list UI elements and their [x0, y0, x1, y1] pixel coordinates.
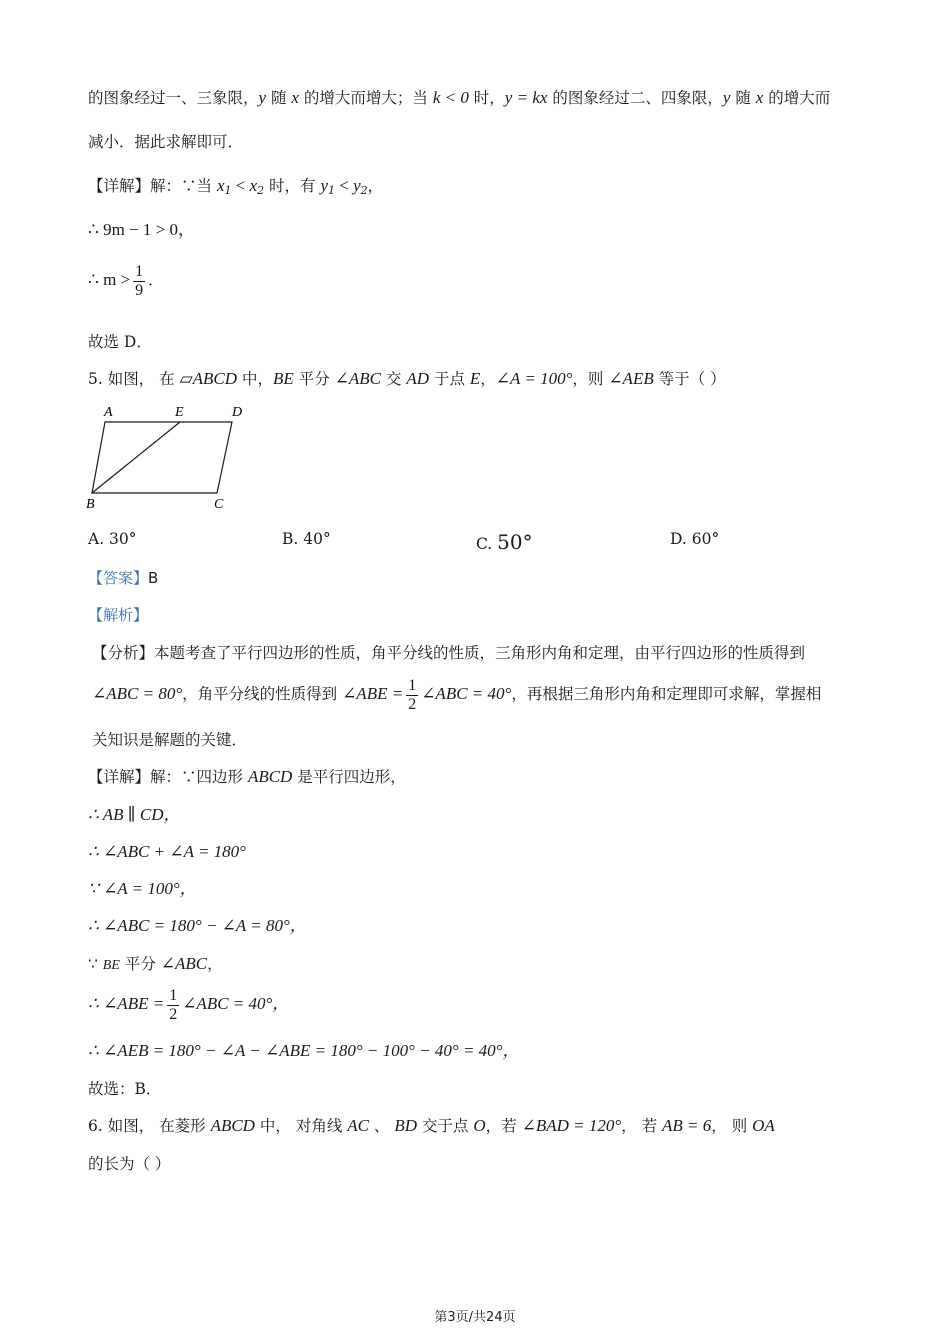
detail-line-3: ∴ m > $\frac{1}{9}$ ．	[88, 262, 164, 299]
parallelogram-abcd	[92, 422, 232, 493]
answer-line: 【答案】B	[88, 569, 159, 587]
option-c[interactable]: C. 50°	[476, 530, 533, 554]
detail-5-line-5: ∴ ∠ABC = 180° − ∠A = 80°，	[88, 916, 307, 935]
page-footer: 第3页/共24页	[434, 1310, 516, 1325]
detail-5-line-1: 【详解】解：∵四边形 ABCD 是平行四边形，	[88, 767, 406, 786]
option-a[interactable]: A. 30°	[88, 530, 137, 548]
option-b[interactable]: B. 40°	[282, 530, 331, 548]
detail-5-line-2: ∴ AB ∥ CD，	[88, 805, 181, 824]
detail-5-line-3: ∴ ∠ABC + ∠A = 180°	[88, 842, 246, 861]
segment-be	[92, 422, 180, 493]
analysis-line-1: 【分析】本题考查了平行四边形的性质，角平分线的性质，三角形内角和定理，由平行四边形的性质得到	[92, 644, 806, 662]
analysis-line-2: ∠ABC = 80°，角平分线的性质得到 ∠ABE = $\frac{1}{2}$ ∠ABC = 40°，再根据三角形内角和定理即可求解，掌握相	[92, 676, 822, 713]
analysis-line-3: 关知识是解题的关键．	[92, 731, 248, 749]
text-line-2: 减小．据此求解即可．	[88, 133, 244, 151]
question-6-line-1: 6. 如图， 在菱形 ABCD 中， 对角线 AC 、 BD 交于点 O，若 ∠BAD = 120°， 若 AB = 6， 则 OA	[88, 1116, 775, 1135]
choose-d: 故选 D．	[88, 333, 152, 351]
question-6-line-2: 的长为（ ）	[88, 1155, 171, 1173]
label-c: C	[214, 497, 224, 512]
parallelogram-figure	[80, 400, 260, 515]
question-5: 5. 如图， 在 ▱ABCD 中，BE 平分 ∠ABC 交 AD 于点 E，∠A = 100°，则 ∠AEB 等于（ ）	[88, 369, 726, 388]
detail-line-2: ∴ 9m − 1 > 0，	[88, 220, 195, 239]
detail-line-1: 【详解】解：∵当 $x_1 < x_2$ 时，有 $y_1 < y_2$，	[88, 176, 384, 197]
detail-5-line-9: 故选：B．	[88, 1080, 162, 1098]
label-d: D	[232, 405, 243, 420]
label-b: B	[86, 497, 95, 512]
label-e: E	[175, 405, 184, 420]
analysis-label: 【解析】	[88, 606, 149, 624]
detail-5-line-7: ∴ ∠ABE = $\frac{1}{2}$ ∠ABC = 40°，	[88, 986, 290, 1023]
detail-5-line-8: ∴ ∠AEB = 180° − ∠A − ∠ABE = 180° − 100° − 40° = 40°，	[88, 1041, 520, 1060]
option-d[interactable]: D. 60°	[670, 530, 720, 548]
detail-5-line-6: ∵ BE 平分 ∠ABC，	[88, 954, 223, 973]
label-a: A	[104, 405, 113, 420]
detail-5-line-4: ∵ ∠A = 100°，	[88, 879, 197, 898]
text-line-1: 的图象经过一、三象限，y 随 x 的增大而增大；当 k < 0 时，y = kx 的图象经过二、四象限，y 随 x 的增大而	[88, 88, 831, 107]
